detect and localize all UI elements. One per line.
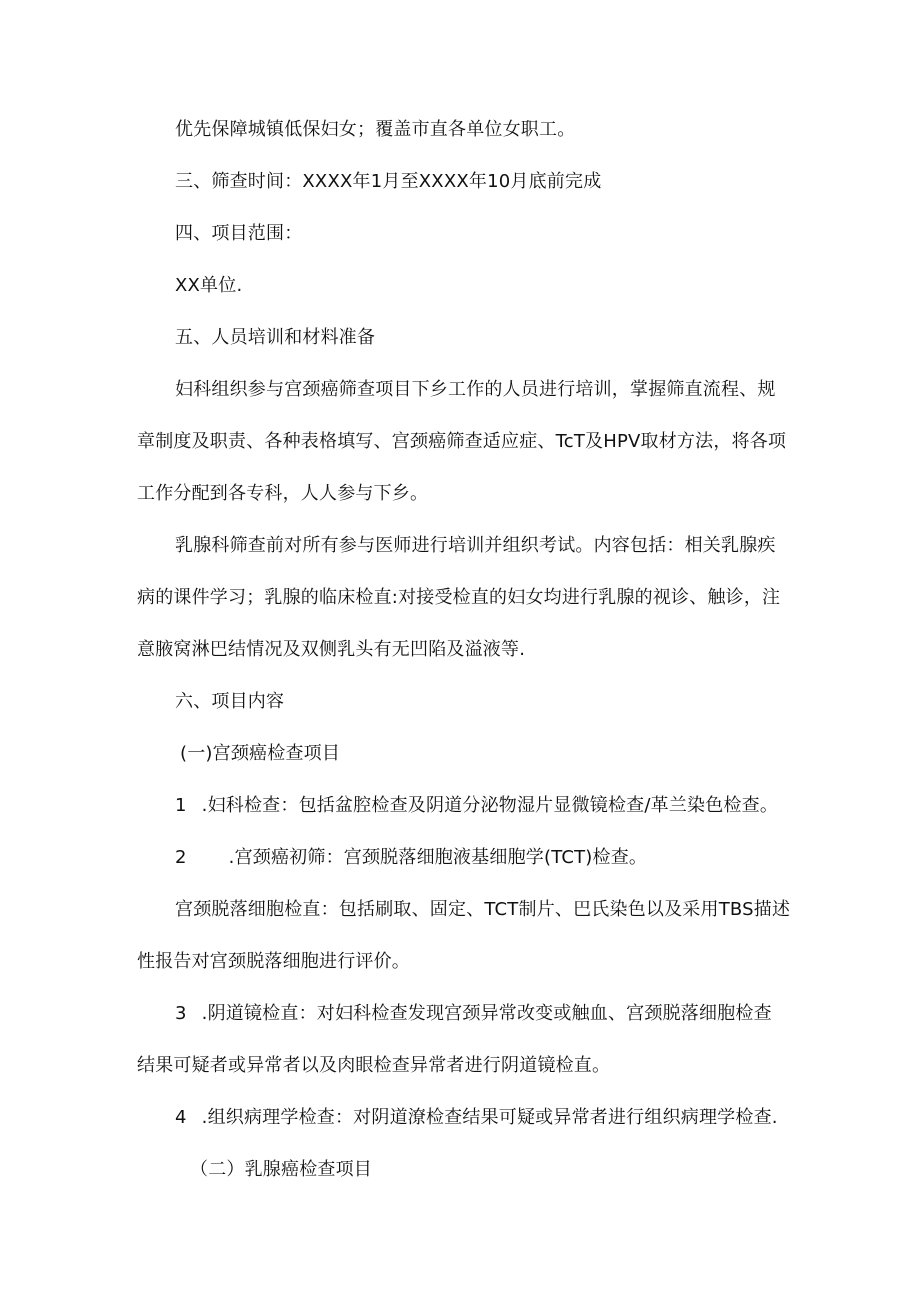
text-line: 结果可疑者或异常者以及肉眼检查异常者进行阴道镜检直。 bbox=[137, 1055, 611, 1076]
item-text: .阴道镜检直：对妇科检查发现宫颈异常改变或触血、宫颈脱落细胞检查 bbox=[201, 1003, 772, 1024]
text-line: 优先保障城镇低保妇女；覆盖市直各单位女职工。 bbox=[175, 119, 576, 140]
item-number: 1 bbox=[175, 795, 187, 816]
item-text: .组织病理学检查：对阴道潦检查结果可疑或异常者进行组织病理学检查. bbox=[201, 1107, 778, 1128]
item-text: .妇科检查：包括盆腔检查及阴道分泌物湿片显微镜检查/革兰染色检查。 bbox=[201, 795, 779, 816]
section-heading-project-content: 六、项目内容 bbox=[175, 691, 285, 712]
text-line: XX单位. bbox=[175, 275, 243, 296]
text-line: 性报告对宫颈脱落细胞进行评价。 bbox=[137, 951, 410, 972]
text-line: 宫颈脱落细胞检直：包括刷取、固定、TCT制片、巴氏染色以及采用TBS描述 bbox=[175, 899, 791, 920]
subsection-heading-cervical: (一)宫颈癌检查项目 bbox=[180, 743, 341, 764]
numbered-item-1 bbox=[175, 793, 778, 819]
subsection-heading-breast: （二）乳腺癌检查项目 bbox=[190, 1159, 372, 1180]
text-line: 意腋窝淋巴结情况及双侧乳头有无凹陷及溢液等. bbox=[137, 639, 526, 660]
numbered-item-4 bbox=[175, 1105, 778, 1131]
section-heading-screening-time: 三、筛查时间：XXXX年1月至XXXX年10月底前完成 bbox=[175, 171, 602, 192]
numbered-item-2 bbox=[175, 845, 647, 871]
item-number: 4 bbox=[175, 1107, 187, 1128]
item-number: 2 bbox=[175, 847, 187, 868]
text-line: 病的课件学习；乳腺的临床检直:对接受检直的妇女均进行乳腺的视诊、触诊，注 bbox=[137, 587, 781, 608]
text-line: 章制度及职责、各种表格填写、宫颈癌筛查适应症、TcT及HPV取材方法，将各项 bbox=[137, 431, 787, 452]
text-line: 妇科组织参与宫颈癌筛查项目下乡工作的人员进行培训，掌握筛直流程、规 bbox=[175, 379, 776, 400]
text-line: 工作分配到各专科，人人参与下乡。 bbox=[137, 483, 429, 504]
section-heading-training: 五、人员培训和材料准备 bbox=[175, 327, 376, 348]
item-text: .宫颈癌初筛：宫颈脱落细胞液基细胞学(TCT)检查。 bbox=[228, 847, 648, 868]
section-heading-project-scope: 四、项目范围： bbox=[175, 223, 303, 244]
numbered-item-3 bbox=[175, 1001, 772, 1027]
item-number: 3 bbox=[175, 1003, 187, 1024]
text-line: 乳腺科筛查前对所有参与医师进行培训并组织考试。内容包括：相关乳腺疾 bbox=[175, 535, 776, 556]
